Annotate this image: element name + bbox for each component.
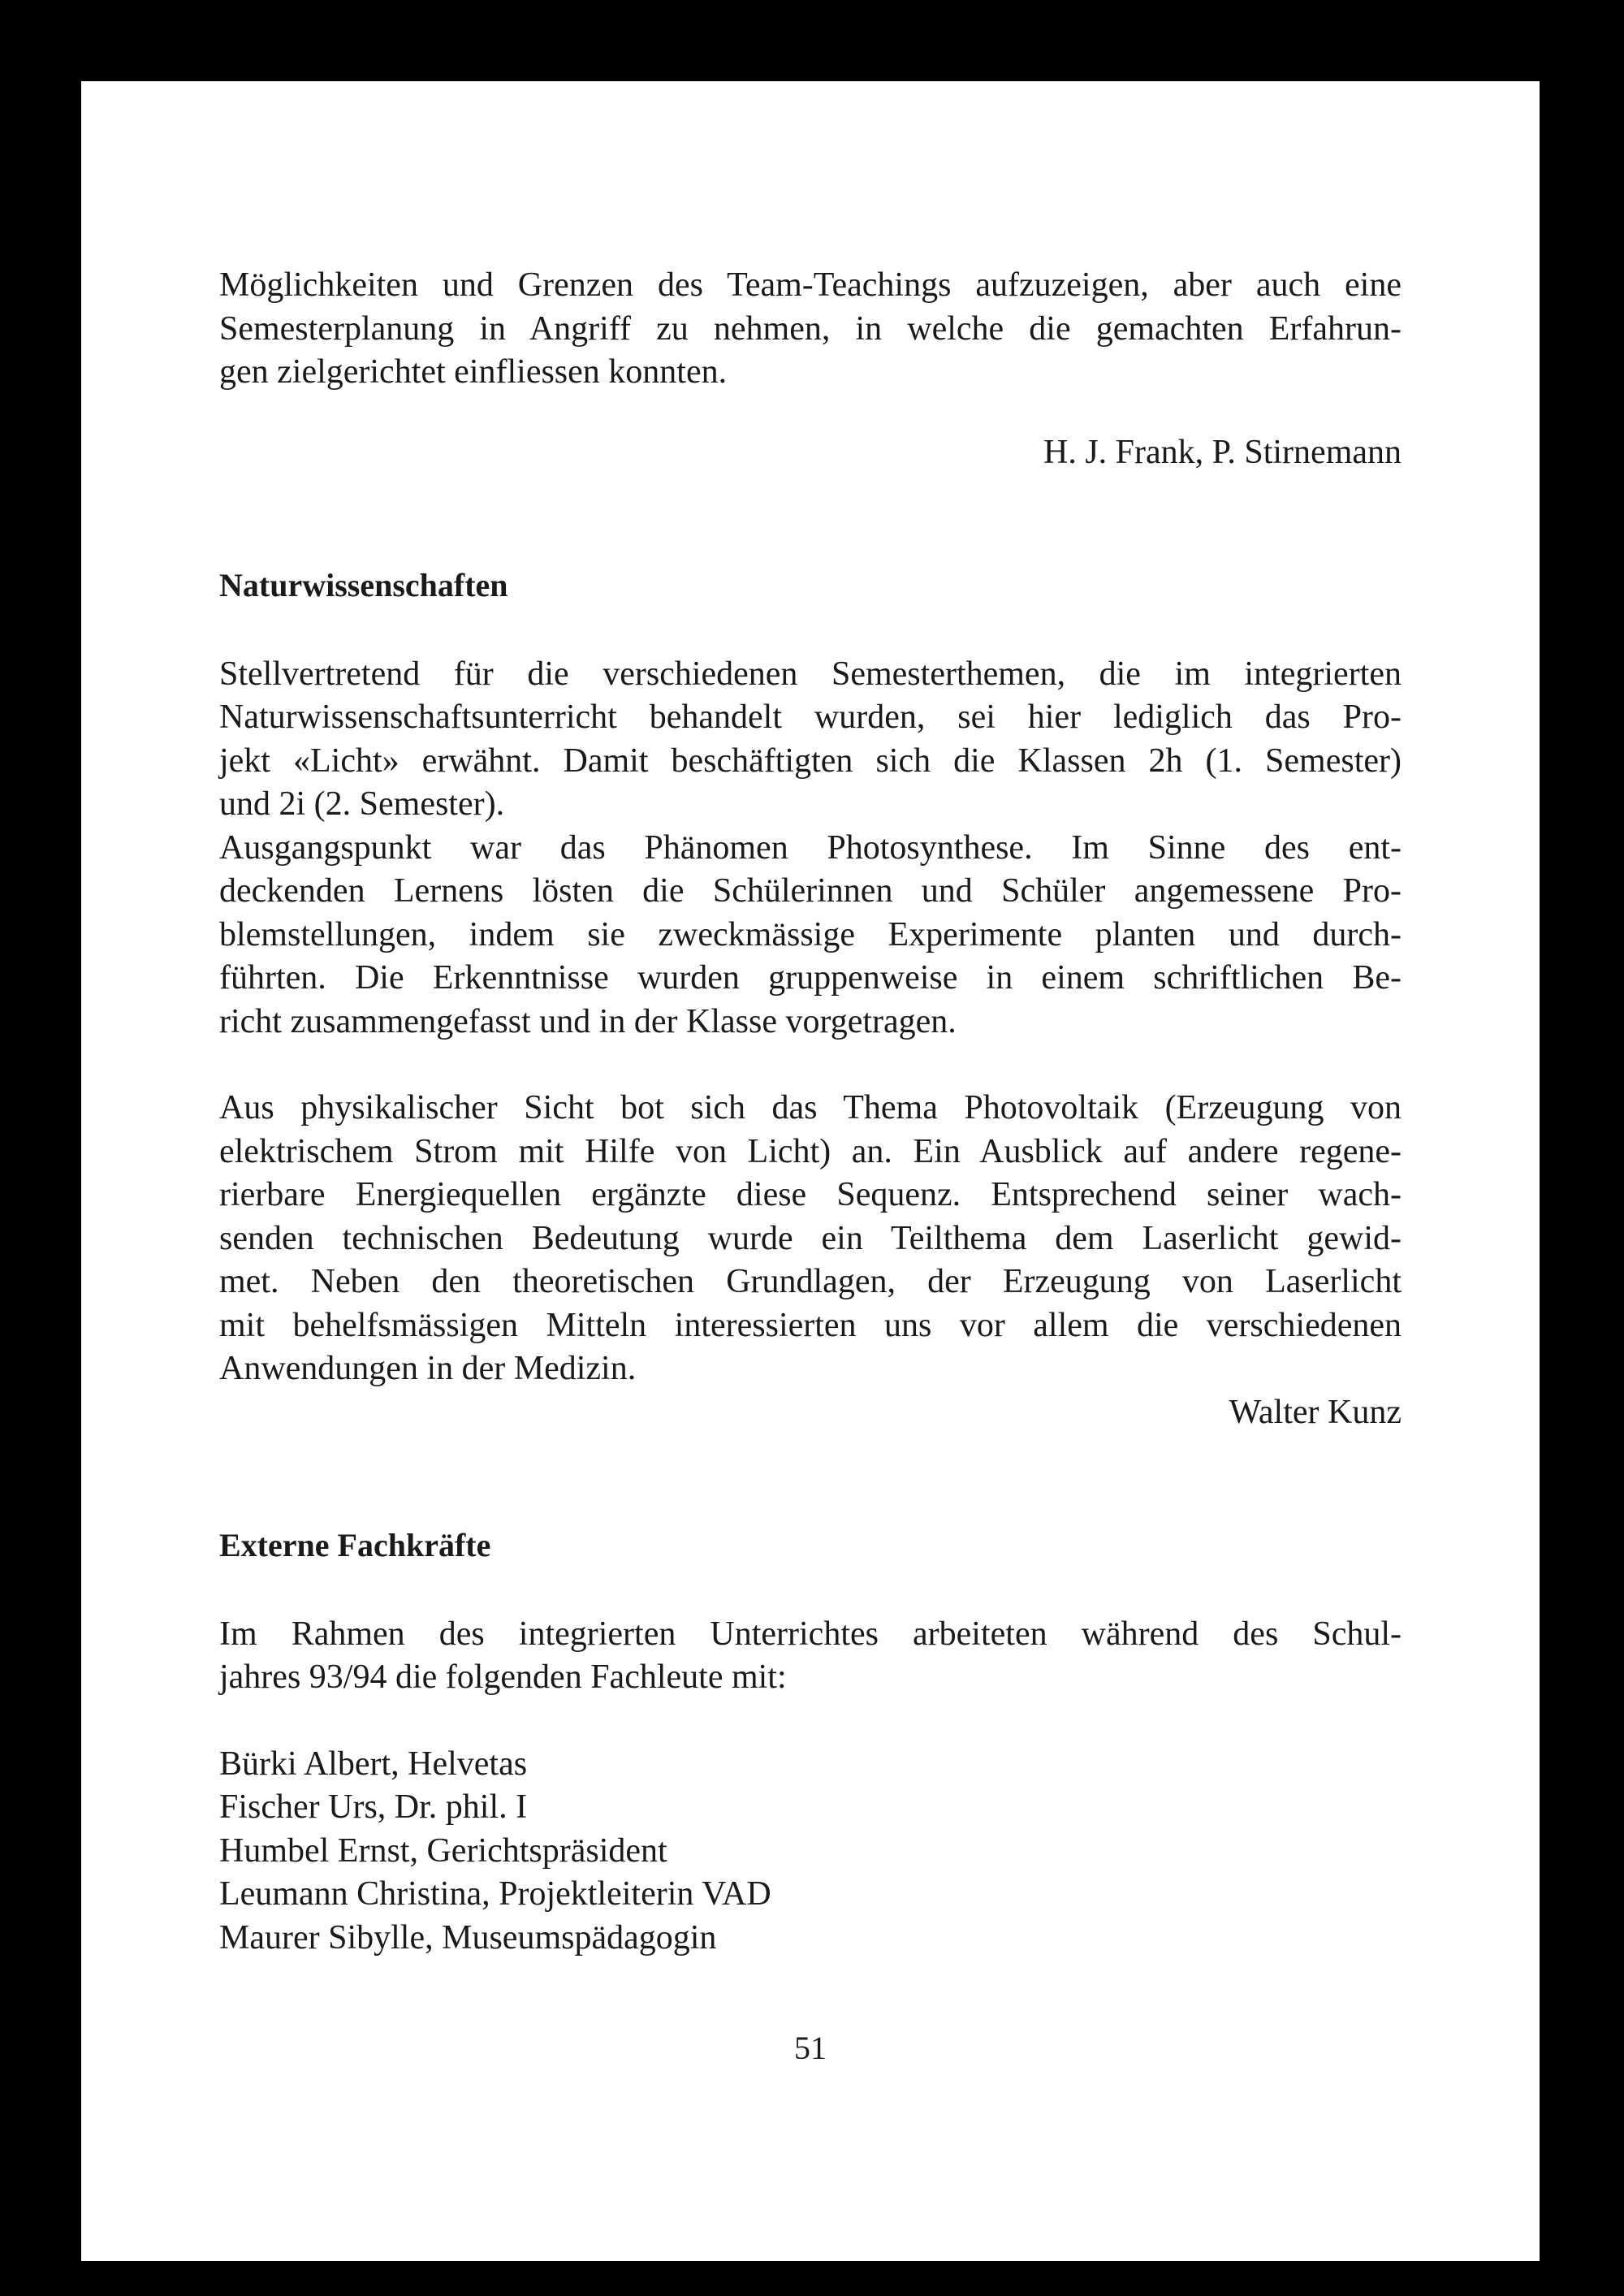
text-line: Ausgangspunkt war das Phänomen Photosynthese. Im Sinne des ent- xyxy=(219,828,1402,867)
text-line: Semesterplanung in Angriff zu nehmen, in welche die gemachten Erfahrun- xyxy=(219,309,1402,348)
list-item: Fischer Urs, Dr. phil. I xyxy=(219,1788,528,1826)
text-line: gen zielgerichtet einfliessen konnten. xyxy=(219,353,728,391)
text-line: jahres 93/94 die folgenden Fachleute mit: xyxy=(219,1658,787,1696)
experts-list xyxy=(219,1743,1402,1961)
naturwissenschaften-signature: Walter Kunz xyxy=(1229,1393,1402,1431)
intro-signature: H. J. Frank, P. Stirnemann xyxy=(1043,433,1402,471)
text-line: und 2i (2. Semester). xyxy=(219,785,505,823)
list-item: Maurer Sibylle, Museumspädagogin xyxy=(219,1918,717,1957)
text-line: mit behelfsmässigen Mitteln interessierten uns vor allem die verschiedenen xyxy=(219,1306,1402,1344)
text-line: rierbare Energiequellen ergänzte diese Sequenz. Entsprechend seiner wach- xyxy=(219,1176,1402,1213)
text-line: elektrischem Strom mit Hilfe von Licht) an. Ein Ausblick auf andere regene- xyxy=(219,1132,1402,1170)
externe-paragraph xyxy=(219,1613,1402,1700)
text-line: Stellvertretend für die verschiedenen Semesterthemen, die im integrierten xyxy=(219,655,1402,693)
text-line: führten. Die Erkenntnisse wurden gruppenweise in einem schriftlichen Be- xyxy=(219,959,1402,997)
section-heading-naturwissenschaften: Naturwissenschaften xyxy=(219,567,508,603)
text-line: met. Neben den theoretischen Grundlagen, der Erzeugung von Laserlicht xyxy=(219,1263,1402,1300)
page-number: 51 xyxy=(794,2030,827,2066)
section-heading-externe-fachkraefte: Externe Fachkräfte xyxy=(219,1527,491,1563)
list-item: Bürki Albert, Helvetas xyxy=(219,1745,528,1783)
text-line: jekt «Licht» erwähnt. Damit beschäftigten sich die Klassen 2h (1. Semester) xyxy=(219,742,1402,780)
text-line: senden technischen Bedeutung wurde ein Teilthema dem Laserlicht gewid- xyxy=(219,1219,1402,1257)
text-line: Aus physikalischer Sicht bot sich das Thema Photovoltaik (Erzeugung von xyxy=(219,1089,1402,1126)
text-line: blemstellungen, indem sie zweckmässige Experimente planten und durch- xyxy=(219,915,1402,953)
text-line: deckenden Lernens lösten die Schülerinnen und Schüler angemessene Pro- xyxy=(219,872,1402,910)
text-line: Anwendungen in der Medizin. xyxy=(219,1350,637,1387)
page-content xyxy=(219,264,1402,1960)
text-line: Im Rahmen des integrierten Unterrichtes arbeiteten während des Schul- xyxy=(219,1615,1402,1653)
text-line: richt zusammengefasst und in der Klasse vorgetragen. xyxy=(219,1002,957,1040)
document-page xyxy=(81,81,1540,2261)
text-line: Naturwissenschaftsunterricht behandelt wurden, sei hier lediglich das Pro- xyxy=(219,698,1402,736)
list-item: Leumann Christina, Projektleiterin VAD xyxy=(219,1875,771,1913)
naturwissenschaften-paragraph-2 xyxy=(219,1087,1402,1391)
naturwissenschaften-paragraph-1 xyxy=(219,653,1402,1044)
list-item: Humbel Ernst, Gerichtspräsident xyxy=(219,1831,667,1870)
text-line: Möglichkeiten und Grenzen des Team-Teachings aufzuzeigen, aber auch eine xyxy=(219,266,1402,304)
intro-paragraph xyxy=(219,264,1402,395)
